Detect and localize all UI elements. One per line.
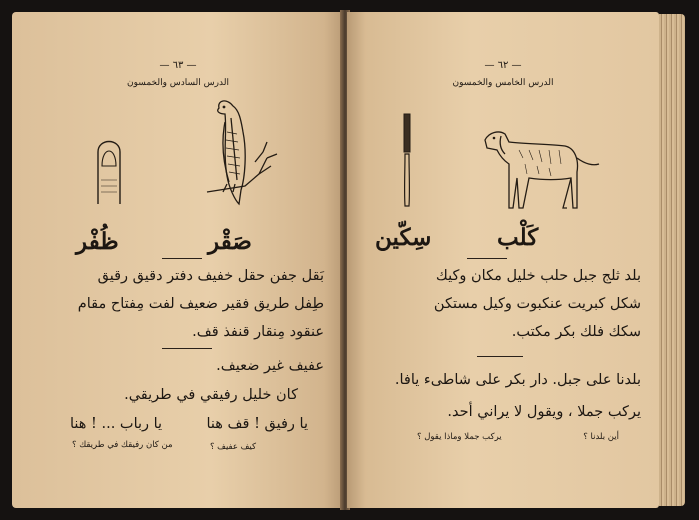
sentence-2: كان خليل رفيقي في طريقي. <box>124 387 298 403</box>
divider <box>467 258 507 259</box>
divider <box>162 258 202 259</box>
dog-illustration <box>479 124 601 216</box>
page-edges <box>659 14 685 506</box>
sentence-1: عفيف غير ضعيف. <box>216 358 324 374</box>
question-2: يركب جملا وماذا يقول ؟ <box>417 432 502 442</box>
knife-illustration <box>399 112 415 208</box>
dialogue-1: يا رفيق ! قف هنا <box>206 416 308 432</box>
word-saqr: صَقْر <box>208 228 252 255</box>
word-kalb: كَلْب <box>497 224 539 251</box>
letter-line-2: شكل كبريت عنكبوت وكيل مستكن <box>433 296 641 312</box>
letter-line-1: بلد ثلج جبل حلب خليل مكان وكيك <box>435 268 641 284</box>
question-2: من كان رفيقك في طريقك ؟ <box>72 440 173 450</box>
right-page <box>347 12 659 508</box>
letter-line-3: عنقود مِنقار قنفذ قف. <box>192 324 324 340</box>
falcon-illustration <box>197 92 287 207</box>
left-lesson-title: الدرس السادس والخمسون <box>127 78 229 88</box>
word-sikkin: سِكّين <box>375 224 432 251</box>
letter-line-2: طِفل طريق فقير ضعيف لفت مِفتاح مقام <box>77 296 324 312</box>
left-page-number: — ٦٣ — <box>159 60 197 71</box>
divider <box>477 356 523 357</box>
right-page-number: — ٦٢ — <box>484 60 522 71</box>
left-page <box>12 12 344 508</box>
divider <box>162 348 212 349</box>
finger-nail-illustration <box>92 134 126 206</box>
letter-line-1: بَقل جفن حقل خفيف دفتر دقيق رقيق <box>97 268 324 284</box>
question-1: أين بلدنا ؟ <box>583 432 619 442</box>
right-lesson-title: الدرس الخامس والخمسون <box>452 78 554 88</box>
word-dhufr: ظُفْر <box>76 228 119 255</box>
letter-line-3: سكك فلك بكر مكتب. <box>511 324 641 340</box>
dialogue-2: يا رباب ... ! هنا <box>70 416 163 432</box>
sentence-1: بلدنا على جبل. دار بكر على شاطىء يافا. <box>394 372 641 388</box>
sentence-2: يركب جملا ، ويقول لا يراني أحد. <box>447 404 641 420</box>
question-1: كيف عفيف ؟ <box>209 442 256 452</box>
